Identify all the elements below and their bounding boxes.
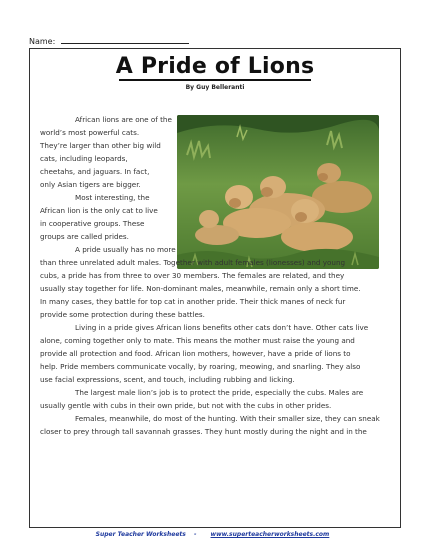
worksheet-byline: By Guy Belleranti (185, 84, 245, 91)
name-field (29, 36, 189, 46)
title-underline (119, 79, 311, 81)
text-line: African lion is the only cat to live (40, 206, 158, 215)
text-line: usually stay together for life. Non-dominant males, meanwhile, remain only a short time. (40, 284, 361, 293)
text-line: They’re larger than other big wild (40, 141, 161, 150)
text-line: provide all protection and food. African lion mothers, however, have a pride of lions to (40, 349, 351, 358)
text-line: African lions are one of the (75, 115, 172, 124)
text-line: In many cases, they battle for top cat in another pride. Their thick manes of neck fur (40, 297, 346, 306)
text-line: A pride usually has no more (75, 245, 176, 254)
text-line: cats, including leopards, (40, 154, 128, 163)
text-line: than three unrelated adult males. Together with adult females (lionesses) and young (40, 258, 346, 267)
text-line: provide some protection during these battles. (40, 310, 205, 319)
article-body (40, 113, 390, 438)
footer-separator: - (193, 531, 197, 538)
footer-brand: Super Teacher Worksheets (95, 531, 186, 538)
text-line: usually gentle with cubs in their own pride, but not with the cubs in other prides. (40, 401, 332, 410)
worksheet-title: A Pride of Lions (115, 54, 315, 79)
text-line: groups are called prides. (40, 232, 129, 241)
text-line: use facial expressions, scent, and touch, including rubbing and licking. (40, 375, 295, 384)
text-line: cubs, a pride has from three to over 30 members. The females are related, and they (40, 271, 345, 280)
text-line: world’s most powerful cats. (40, 128, 140, 137)
text-line: closer to prey through tall savannah grasses. They hunt mostly during the night and in the (40, 427, 367, 436)
text-line: The largest male lion’s job is to protect the pride, especially the cubs. Males are (75, 388, 364, 397)
text-line: help. Pride members communicate vocally, by roaring, meowing, and snarling. They also (40, 362, 361, 371)
name-blank-line[interactable] (61, 36, 189, 44)
text-line: in cooperative groups. These (40, 219, 145, 228)
text-line: Living in a pride gives African lions benefits other cats don’t have. Other cats live (75, 323, 369, 332)
text-line: alone, coming together only to mate. This means the mother must raise the young and (40, 336, 355, 345)
text-line: cheetahs, and jaguars. In fact, (40, 167, 150, 176)
worksheet-frame (29, 48, 401, 528)
text-line: Most interesting, the (75, 193, 150, 202)
footer-url-link[interactable]: www.superteacherworksheets.com (210, 531, 330, 538)
page-footer (0, 531, 425, 538)
name-label: Name: (29, 37, 56, 46)
text-line: only Asian tigers are bigger. (40, 180, 141, 189)
text-line: Females, meanwhile, do most of the hunting. With their smaller size, they can sneak (75, 414, 380, 423)
